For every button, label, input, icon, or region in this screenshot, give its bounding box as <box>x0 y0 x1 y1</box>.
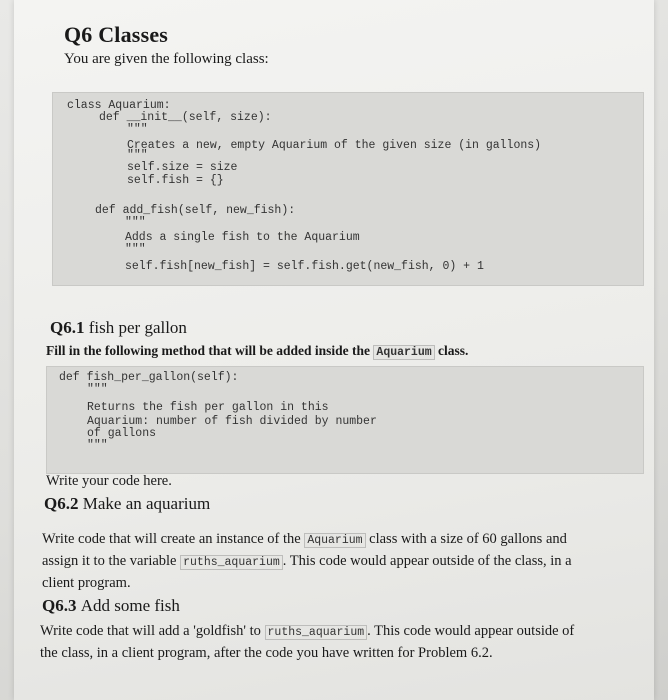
method-code-block <box>46 366 644 474</box>
code-line: self.fish[new_fish] = self.fish.get(new_fish, 0) + 1 <box>125 260 484 273</box>
code-line: Aquarium: number of fish divided by number <box>87 415 377 428</box>
q63-text-line: Write code that will add a 'goldfish' to ruths_aquarium . This code would appear outside of <box>40 623 575 639</box>
answer-prompt: Write your code here. <box>46 473 172 489</box>
q63-text-line: the class, in a client program, after the code you have written for Problem 6.2. <box>40 645 493 661</box>
class-code-block <box>52 92 644 286</box>
code-line: """ <box>87 439 108 452</box>
code-line: class Aquarium: <box>67 99 171 112</box>
inline-code: Aquarium <box>373 345 434 360</box>
code-line: """ <box>87 383 108 396</box>
code-line: """ <box>127 149 148 162</box>
code-line: self.size = size <box>127 161 238 174</box>
code-line: """ <box>127 123 148 136</box>
code-line: Returns the fish per gallon in this <box>87 401 329 414</box>
section-heading-q62: Q6.2 Make an aquarium <box>44 494 211 513</box>
q62-text-line: client program. <box>42 575 131 591</box>
q62-text-line: Write code that will create an instance of the Aquarium class with a size of 60 gallons and <box>42 531 567 547</box>
question-heading: Q6 Classes <box>64 22 169 47</box>
inline-code: Aquarium <box>304 533 365 548</box>
document-page <box>14 0 654 700</box>
inline-code: ruths_aquarium <box>180 555 283 570</box>
q62-text-line: assign it to the variable ruths_aquarium . This code would appear outside of the class, in a <box>42 553 572 569</box>
code-line: """ <box>125 243 146 256</box>
code-line: of gallons <box>87 427 157 440</box>
code-line: self.fish = {} <box>127 174 224 187</box>
code-line: def add_fish(self, new_fish): <box>95 204 296 217</box>
code-line: Creates a new, empty Aquarium of the given size (in gallons) <box>127 139 542 152</box>
code-line: def __init__(self, size): <box>99 111 272 124</box>
code-line: def fish_per_gallon(self): <box>59 371 239 384</box>
intro-text: You are given the following class: <box>64 51 269 67</box>
inline-code: ruths_aquarium <box>265 625 368 640</box>
section-heading-q63: Q6.3 Add some fish <box>42 596 180 615</box>
q61-instruction: Fill in the following method that will be added inside the Aquarium class. <box>46 343 469 359</box>
section-heading-q61: Q6.1 fish per gallon <box>50 318 187 337</box>
code-line: """ <box>125 216 146 229</box>
code-line: Adds a single fish to the Aquarium <box>125 231 360 244</box>
